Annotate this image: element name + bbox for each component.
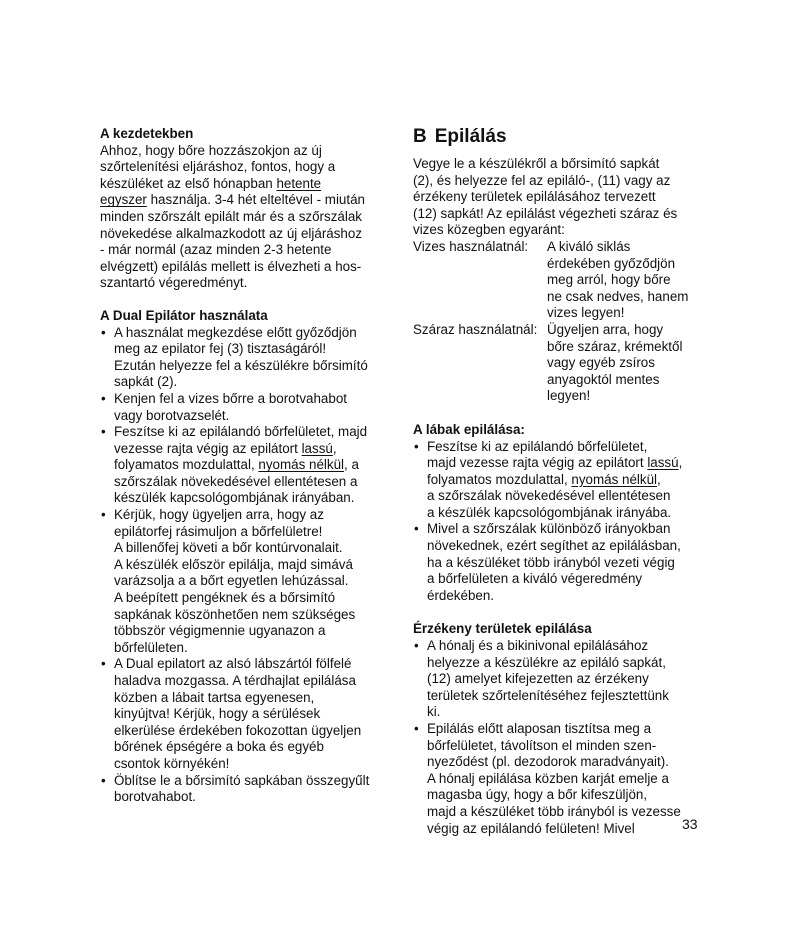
dual-epilator-list [100, 325, 396, 806]
list-item: • Epilálás előtt alaposan tisztítsa meg a bőrfelületet, távolítson el minden szen- nyeződést (pl. dezodorok maradványait). A hónalj epilálása közben karját emelje a magasba úgy, hogy a bőr kifeszüljön, majd a készüléket több irányból is vezesse végig az epilálandó felületen! Mivel [413, 721, 703, 837]
wet-usage-row [413, 239, 703, 322]
dry-usage-text: Ügyeljen arra, hogy bőre száraz, krémektől vagy egyéb zsíros anyagoktól mentes legyen! [547, 321, 683, 404]
legs-list [413, 439, 703, 605]
page-number: 33 [682, 816, 698, 832]
list-item: • Öblítse le a bőrsimító sapkában összegyűlt borotvahabot. [100, 773, 396, 806]
underlined-text: hetente [276, 175, 322, 191]
wet-usage-text: A kiváló siklás érdekében győződjön meg arról, hogy bőre ne csak nedves, hanem vizes legyen! [547, 238, 689, 321]
chapter-letter: B [413, 126, 427, 147]
list-item: • Kenjen fel a vizes bőrre a borotvahabot vagy borotvazselét. [100, 391, 396, 424]
sensitive-list [413, 638, 703, 837]
section-title-dual-epilator: A Dual Epilátor használata [100, 307, 268, 323]
section-title-legs: A lábak epilálása: [413, 421, 525, 437]
underlined-text: nyomás nélkül [258, 457, 344, 473]
intro-text: Vegye le a készülékről a bőrsimító sapkát (2), és helyezze fel az epiláló-, (11) vagy az érzékeny területek epilálásához tervezett (12) sapkát! Az epilálást végezheti száraz és vizes közegben egyaránt: [413, 156, 678, 238]
right-column [413, 126, 703, 837]
underlined-text: lassú [301, 440, 333, 456]
list-item: • A Dual epilatort az alsó lábszártól fölfelé haladva mozgassa. A térdhajlat epilálása közben a lábait tartsa egyenesen, kinyújtva! Kérjük, hogy a sérülések elkerülése érdekében fokozottan ügyeljen bőrének épségére a boka és egyéb csontok környékén! [100, 656, 396, 772]
underlined-text: nyomás nélkül [571, 471, 657, 487]
chapter-title: Epilálás [434, 126, 507, 147]
list-item: • Feszítse ki az epilálandó bőrfelületet, majd vezesse rajta végig az epilátort lassú, folyamatos mozdulattal, nyomás nélkül, a szőrszálak növekedésével ellentétesen a készülék kapcsológombjának irányában. [100, 424, 396, 507]
underlined-text: egyszer [100, 192, 147, 208]
dry-usage-label: Száraz használatnál: [413, 321, 538, 337]
section-title-sensitive: Érzékeny területek epilálása [413, 621, 592, 637]
list-item: • A használat megkezdése előtt győződjön meg az epilator fej (3) tisztaságáról! Ezután helyezze fel a készülékre bőrsimító sapkát (2). [100, 325, 396, 391]
dry-usage-row [413, 322, 703, 405]
section-title-start: A kezdetekben [100, 126, 194, 141]
list-item: • Mivel a szőrszálak különböző irányokban növekednek, ezért segíthet az epilálásban, ha a készüléket több irányból vezeti végig a bőrfelületen a kiváló végeredmény érdekében. [413, 521, 703, 604]
list-item: • A hónalj és a bikinivonal epilálásához helyezze a készülékre az epiláló sapkát, (12) amelyet kifejezetten az érzékeny területek szőrtelenítéséhez fejlesztettünk ki. [413, 638, 703, 721]
left-column [100, 126, 396, 806]
underlined-text: lassú [647, 455, 679, 471]
list-item: • Kérjük, hogy ügyeljen arra, hogy az epilátorfej rásimuljon a bőrfelületre! A billenőfej követi a bőr kontúrvonalait. A készülék először epilálja, majd simává varázsolja a a bőrt egyetlen lehúzással. A beépített pengéknek és a bőrsimító sapkának köszönhetően nem szükséges többször végigmennie ugyanazon a bőrfelületen. [100, 507, 396, 656]
chapter-heading [413, 126, 703, 148]
section-start-text: Ahhoz, hogy bőre hozzászokjon az új szőrtelenítési eljáráshoz, fontos, hogy a készüléket az első hónapban hetente egyszer használja. 3-4 hét elteltével - miután minden szőrszált epilált már és a szőrszálak növekedése alkalmazkodott az új eljáráshoz - már normál (azaz minden 2-3 hetente elvégzett) epilálás mellett is élvezheti a hos- szantartó végeredményt. [100, 142, 365, 291]
list-item: • Feszítse ki az epilálandó bőrfelületet, majd vezesse rajta végig az epilátort lassú, folyamatos mozdulattal, nyomás nélkül, a szőrszálak növekedésével ellentétesen a készülék kapcsológombjának irányába. [413, 439, 703, 522]
wet-usage-label: Vizes használatnál: [413, 238, 529, 254]
